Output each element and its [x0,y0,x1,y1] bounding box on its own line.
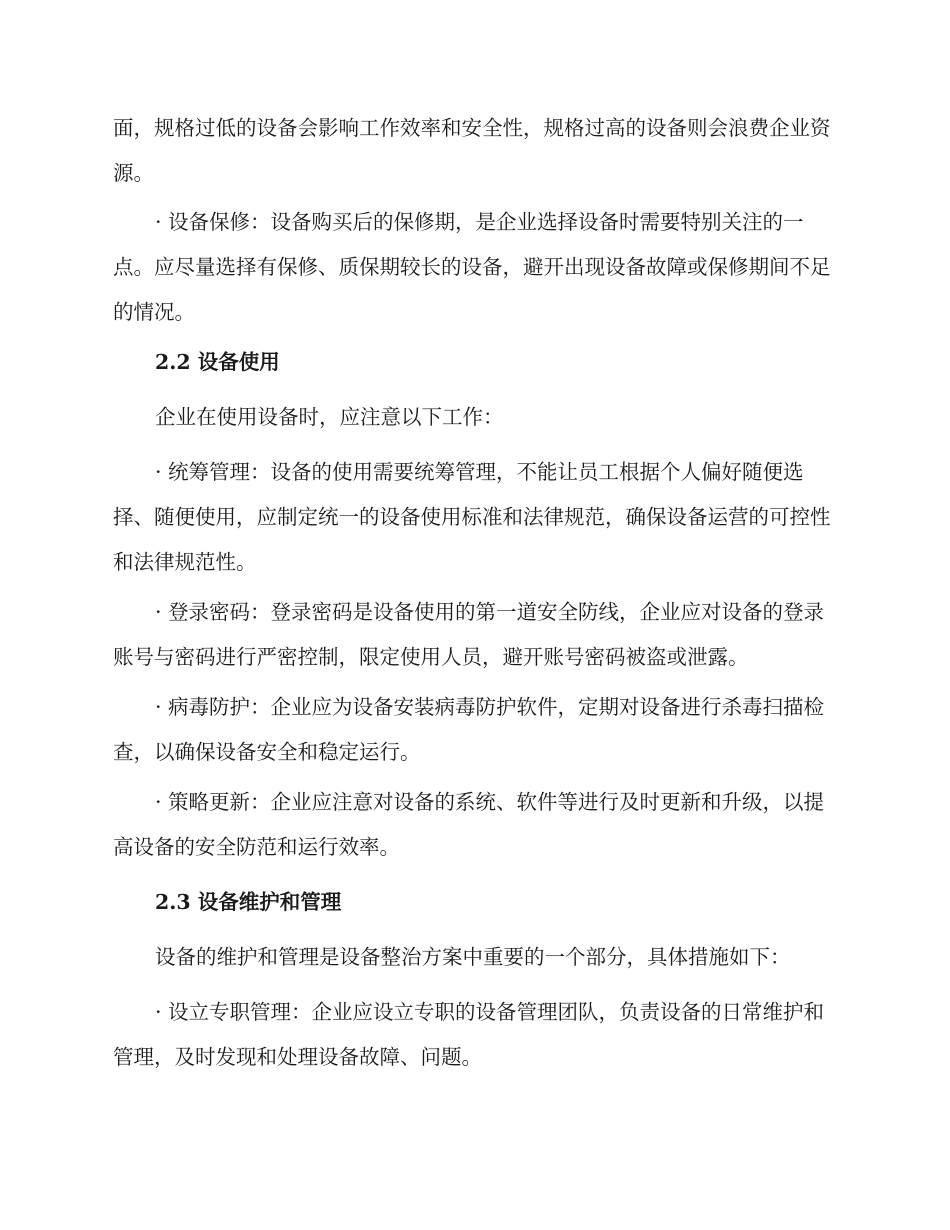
paragraph-spec-continued: 面，规格过低的设备会影响工作效率和安全性，规格过高的设备则会浪费企业资源。 [113,116,831,185]
paragraph-usage-intro: 企业在使用设备时，应注意以下工作： [155,405,504,429]
paragraph-warranty: · 设备保修：设备购买后的保修期，是企业选择设备时需要特别关注的一点。应尽量选择有保修、质保期较长的设备，避开出现设备故障或保修期间不足的情况。 [113,210,831,324]
paragraph-policy-update: · 策略更新：企业应注意对设备的系统、软件等进行及时更新和升级，以提高设备的安全防范和运行效率。 [113,790,825,859]
section-heading-2-2: 2.2 设备使用 [155,350,280,374]
paragraph-maintenance-intro: 设备的维护和管理是设备整治方案中重要的一个部分，具体措施如下： [155,945,791,969]
paragraph-login-password: · 登录密码：登录密码是设备使用的第一道安全防线，企业应对设备的登录账号与密码进行严密控制，限定使用人员，避开账号密码被盗或泄露。 [113,600,825,669]
section-heading-2-3: 2.3 设备维护和管理 [155,890,342,914]
paragraph-virus-protection: · 病毒防护：企业应为设备安装病毒防护软件，定期对设备进行杀毒扫描检查，以确保设备安全和稳定运行。 [113,695,825,764]
paragraph-coordinated-management: · 统筹管理：设备的使用需要统筹管理，不能让员工根据个人偏好随便选择、随便使用，应制定统一的设备使用标准和法律规范，确保设备运营的可控性和法律规范性。 [113,460,831,574]
paragraph-dedicated-management: · 设立专职管理：企业应设立专职的设备管理团队，负责设备的日常维护和管理，及时发现和处理设备故障、问题。 [113,1000,825,1069]
